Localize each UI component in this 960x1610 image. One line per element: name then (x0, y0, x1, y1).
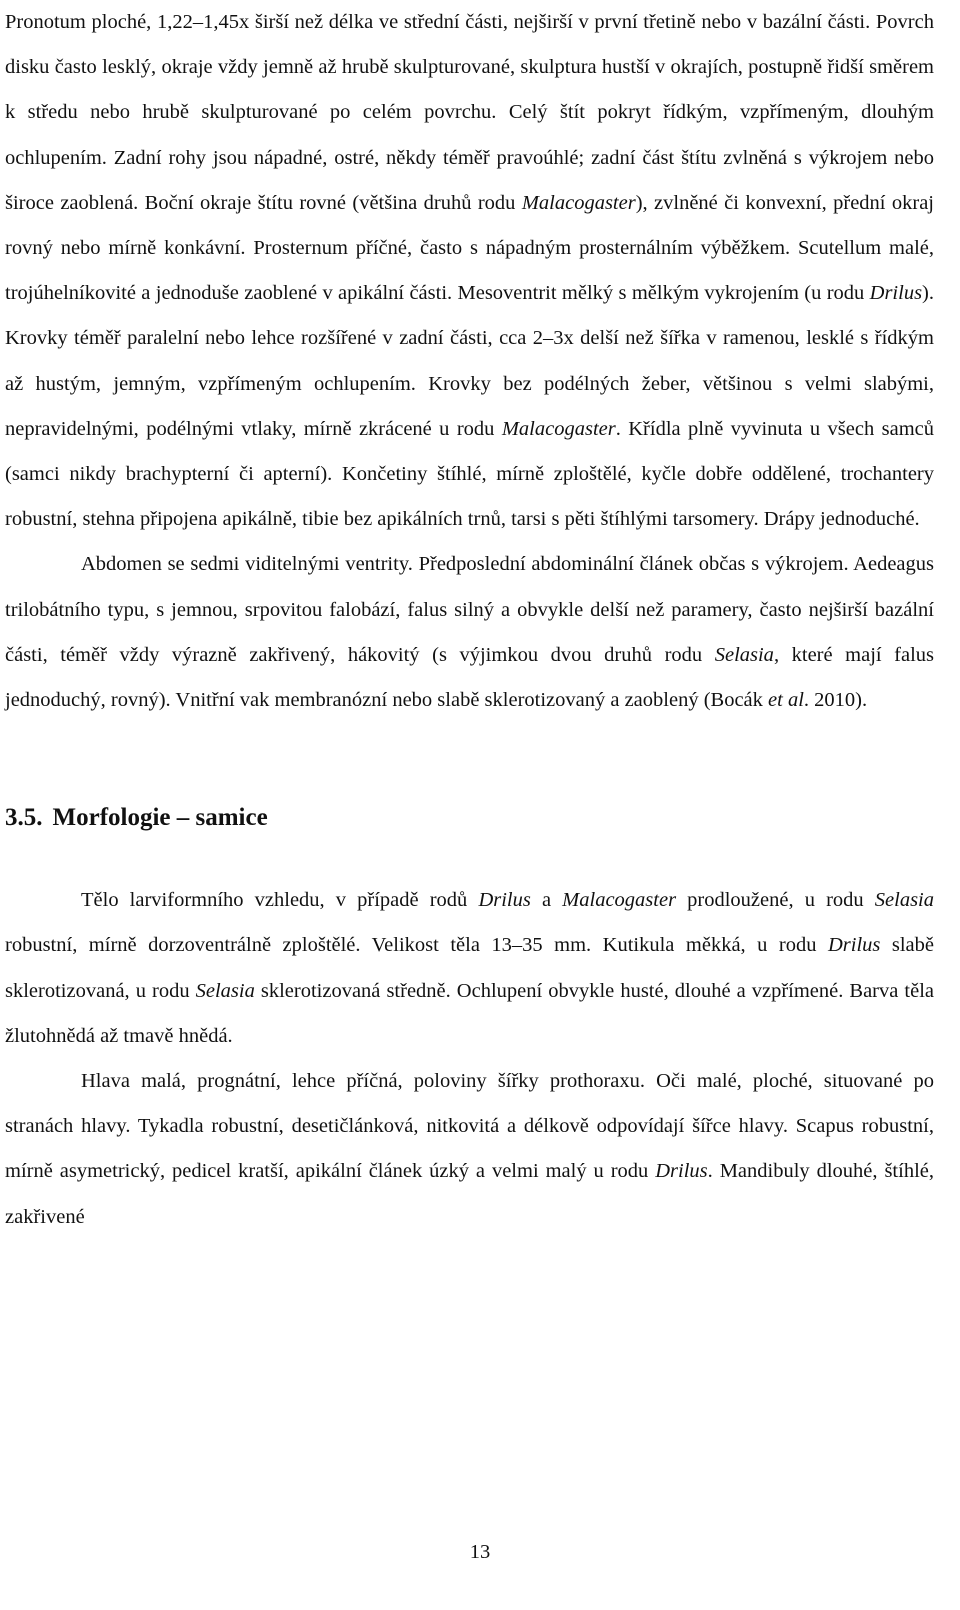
text-run: a (530, 889, 563, 912)
paragraph-body (5, 878, 934, 1059)
heading-gap (5, 858, 934, 878)
genus-name: Selasia (195, 979, 255, 1002)
text-run: Tělo larviformního vzhledu, v případě rodů (81, 889, 479, 912)
text-run: prodloužené, u rodu (676, 889, 875, 912)
genus-name: Drilus (827, 934, 881, 957)
text-run: robustní, mírně dorzoventrálně zploštělé. Velikost těla 13–35 mm. Kutikula měkká, u rodu (5, 934, 828, 957)
text-run: Pronotum ploché, 1,22–1,45x širší než délka ve střední části, nejširší v první třetině nebo v bazální části. Povrch disku často lesklý, okraje vždy jemně až hrubě skulpturované, skulptura hustší v okrajích, postupně řidší směrem k středu nebo hrubě skulpturované po celém povrchu. Celý štít pokryt řídkým, vzpřímeným, dlouhým ochlupením. Zadní rohy jsou nápadné, ostré, někdy téměř pravoúhlé; zadní část štítu zvlněná s výkrojem nebo široce zaoblená. Boční okraje štítu rovné (většina druhů rodu (5, 11, 934, 214)
paragraph-abdomen (5, 542, 934, 723)
paragraph-pronotum (5, 0, 934, 542)
section-number: 3.5. (5, 804, 43, 832)
genus-name: Selasia (874, 889, 934, 912)
genus-name: Malacogaster (501, 417, 616, 440)
genus-name: Drilus (478, 889, 531, 912)
genus-name: Selasia (714, 643, 774, 666)
paragraph-head (5, 1059, 934, 1240)
section-heading (5, 798, 934, 858)
text-run: ), zvlněné či konvexní, přední okraj rovný nebo mírně konkávní. Prosternum příčné, často s nápadným prosternálním výběžkem. Scutellum malé, trojúhelníkovité a jednoduše zaoblené v apikální části. Mesoventrit mělký s mělkým vykrojením (u rodu (5, 191, 935, 305)
page-number: 13 (469, 1541, 491, 1563)
genus-name: Drilus (655, 1160, 708, 1183)
text-run: . 2010). (803, 689, 868, 712)
text-run: slabě sklerotizovaná, u rodu (5, 934, 934, 1002)
text-run: . Křídla plně vyvinuta u všech samců (samci nikdy brachypterní či apterní). Končetiny štíhlé, mírně zploštělé, kyčle dobře oddělené, trochantery robustní, stehna připojena apikálně, tibie bez apikálních trnů, tarsi s pěti štíhlými tarsomery. Drápy jednoduché. (5, 417, 935, 531)
text-run: . Mandibuly dlouhé, štíhlé, zakřivené (5, 1160, 934, 1228)
genus-name: Malacogaster (562, 889, 677, 912)
text-run: , které mají falus jednoduchý, rovný). Vnitřní vak membranózní nebo slabě sklerotizovaný a zaoblený (Bocák (5, 643, 934, 712)
text-run: sklerotizovaná středně. Ochlupení obvykle husté, dlouhé a vzpřímené. Barva těla žlutohnědá až tmavě hnědá. (5, 979, 934, 1047)
text-run: ). Krovky téměř paralelní nebo lehce rozšířené v zadní části, cca 2–3x delší než šířka v ramenou, lesklé s řídkým až hustým, jemným, vzpřímeným ochlupením. Krovky bez podélných žeber, většinou s velmi slabými, nepravidelnými, podélnými vtlaky, mírně zkrácené u rodu (5, 282, 934, 440)
citation-etal: et al (768, 689, 804, 712)
genus-name: Malacogaster (521, 191, 636, 214)
section-gap (5, 723, 934, 798)
text-run: Abdomen se sedmi viditelnými ventrity. Předposlední abdominální článek občas s výkrojem. Aedeagus trilobátního typu, s jemnou, srpovitou falobází, falus silný a obvykle delší než paramery, často nejširší bazální části, téměř vždy výrazně zakřivený, hákovitý (s výjimkou dvou druhů rodu (5, 553, 934, 666)
text-run: Hlava malá, prognátní, lehce příčná, poloviny šířky prothoraxu. Oči malé, ploché, situované po stranách hlavy. Tykadla robustní, desetičlánková, nitkovitá a délkově odpovídají šířce hlavy. Scapus robustní, mírně asymetrický, pedicel kratší, apikální článek úzký a velmi malý u rodu (5, 1070, 934, 1183)
genus-name: Drilus (869, 282, 923, 305)
section-title: Morfologie – samice (52, 804, 268, 832)
